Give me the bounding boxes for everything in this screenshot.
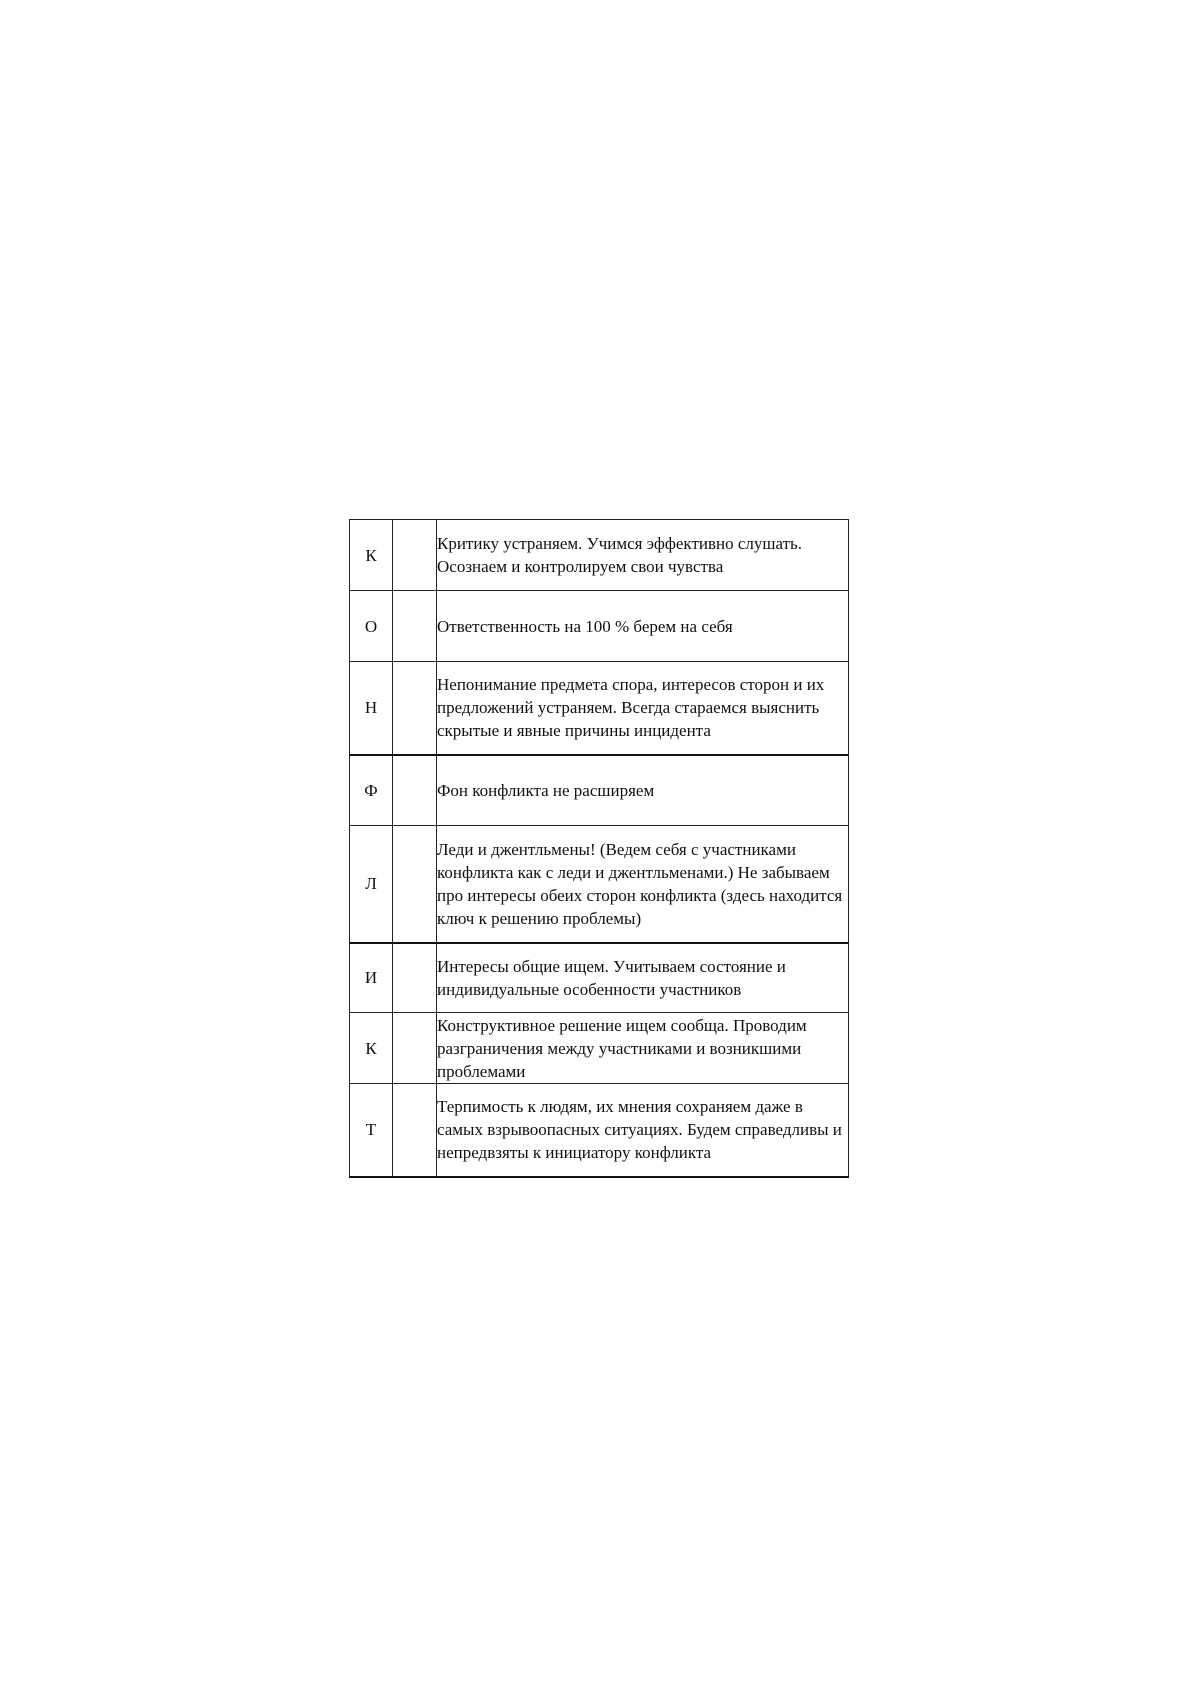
table-row (350, 943, 849, 1013)
row-letter: К (350, 520, 393, 591)
row-description: Интересы общие ищем. Учитываем состояние и индивидуальные особенности участников (437, 943, 849, 1013)
empty-cell (393, 1013, 437, 1084)
mnemonic-table (349, 519, 849, 1178)
row-description: Леди и джентльмены! (Ведем себя с участниками конфликта как с леди и джентльменами.) Не забываем про интересы обеих сторон конфликта (здесь находится ключ к решению проблемы) (437, 826, 849, 943)
row-letter: Л (350, 826, 393, 943)
row-letter: Ф (350, 755, 393, 826)
empty-cell (393, 755, 437, 826)
row-description: Фон конфликта не расширяем (437, 755, 849, 826)
row-letter: И (350, 943, 393, 1013)
empty-cell (393, 520, 437, 591)
row-description: Терпимость к людям, их мнения сохраняем даже в самых взрывоопасных ситуациях. Будем справедливы и непредвзяты к инициатору конфликта (437, 1084, 849, 1177)
row-description: Критику устраняем. Учимся эффективно слушать. Осознаем и контролируем свои чувства (437, 520, 849, 591)
empty-cell (393, 591, 437, 662)
table-row (350, 755, 849, 826)
table-row (350, 591, 849, 662)
table-row (350, 520, 849, 591)
row-letter: Н (350, 662, 393, 755)
empty-cell (393, 943, 437, 1013)
row-letter: О (350, 591, 393, 662)
table-row (350, 1084, 849, 1177)
table-row (350, 662, 849, 755)
row-description: Ответственность на 100 % берем на себя (437, 591, 849, 662)
row-letter: К (350, 1013, 393, 1084)
empty-cell (393, 662, 437, 755)
row-description: Конструктивное решение ищем сообща. Проводим разграничения между участниками и возникшими проблемами (437, 1013, 849, 1084)
table-row (350, 826, 849, 943)
row-letter: Т (350, 1084, 393, 1177)
empty-cell (393, 1084, 437, 1177)
row-description: Непонимание предмета спора, интересов сторон и их предложений устраняем. Всегда стараемся выяснить скрытые и явные причины инцидента (437, 662, 849, 755)
empty-cell (393, 826, 437, 943)
table-row (350, 1013, 849, 1084)
